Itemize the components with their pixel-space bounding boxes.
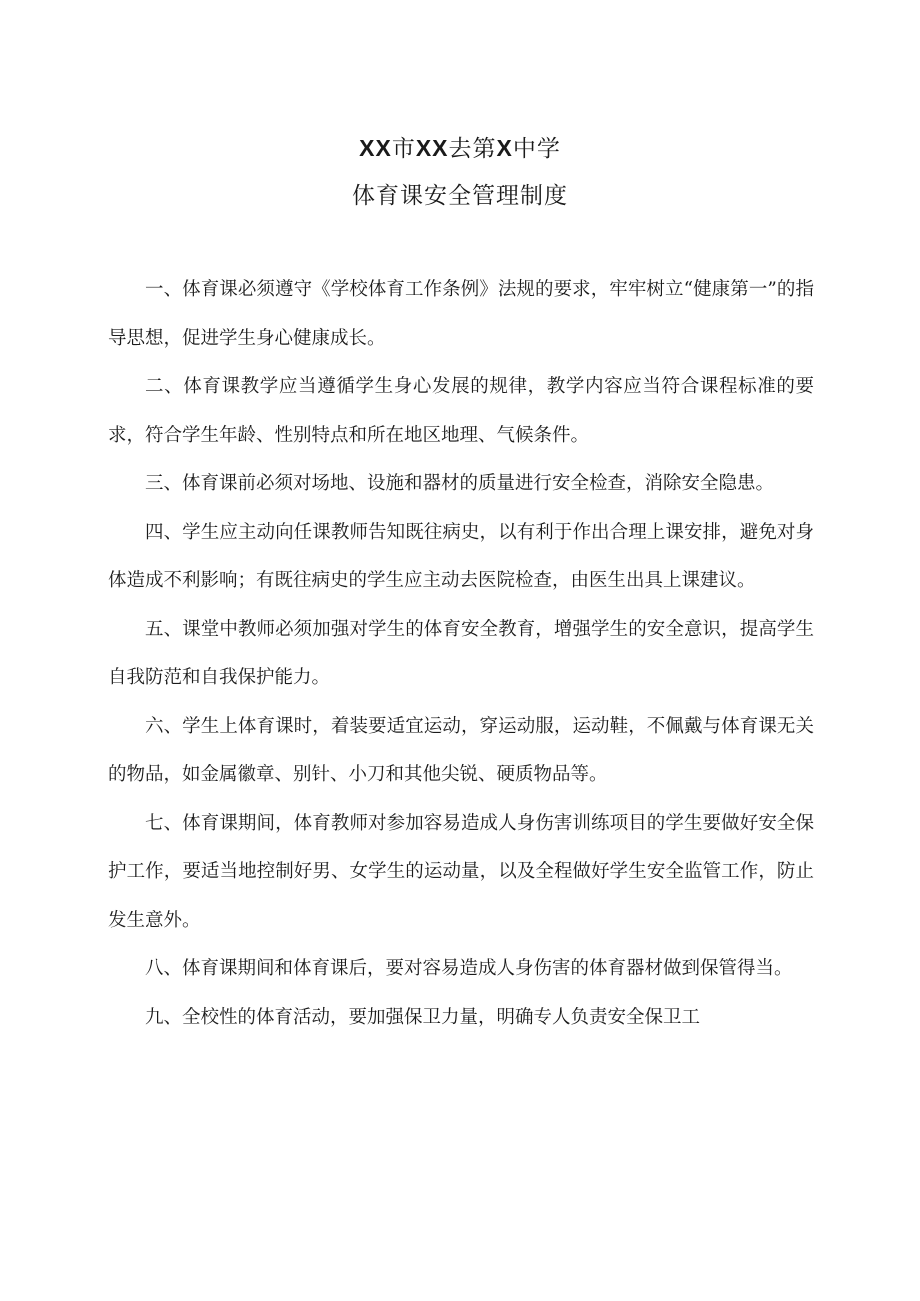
paragraph-8: 八、体育课期间和体育课后，要对容易造成人身伤害的体育器材做到保管得当。 [145,958,793,979]
document-title [0,124,920,220]
paragraph-7: 七、体育课期间，体育教师对参加容易造成人身伤害训练项目的学生要做好安全保护工作，要适当地控制好男、女学生的运动量，以及全程做好学生安全监管工作，防止发生意外。 [108,812,814,931]
paragraph-1: 一、体育课必须遵守《学校体育工作条例》法规的要求，牢牢树立“健康第一”的指导思想，促进学生身心健康成长。 [108,279,814,349]
title-line-regulation: 体育课安全管理制度 [352,183,568,209]
paragraph-5: 五、课堂中教师必须加强对学生的体育安全教育，增强学生的安全意识，提高学生自我防范和自我保护能力。 [108,618,814,688]
paragraph-9: 九、全校性的体育活动，要加强保卫力量，明确专人负责安全保卫工 [145,1006,701,1028]
title-part-xx-district: XX [415,135,449,161]
title-part-qu-di: 去第 [448,136,497,162]
title-part-x-number: X [496,135,513,161]
title-part-zhongxue: 中学 [512,136,561,162]
title-part-shi: 市 [391,136,416,162]
title-part-xx-city: XX [359,135,392,161]
paragraph-2: 二、体育课教学应当遵循学生身心发展的规律，教学内容应当符合课程标准的要求，符合学生年龄、性别特点和所在地区地理、气候条件。 [108,376,814,446]
paragraph-6: 六、学生上体育课时，着装要适宜运动，穿运动服，运动鞋，不佩戴与体育课无关的物品，如金属徽章、别针、小刀和其他尖锐、硬质物品等。 [108,715,814,785]
title-line-school [0,124,920,172]
paragraph-3: 三、体育课前必须对场地、设施和器材的质量进行安全检查，消除安全隐患。 [145,473,775,494]
paragraph-4: 四、学生应主动向任课教师告知既往病史，以有利于作出合理上课安排，避免对身体造成不利影响；有既往病史的学生应主动去医院检查，由医生出具上课建议。 [108,521,814,591]
document-body [108,266,814,1042]
